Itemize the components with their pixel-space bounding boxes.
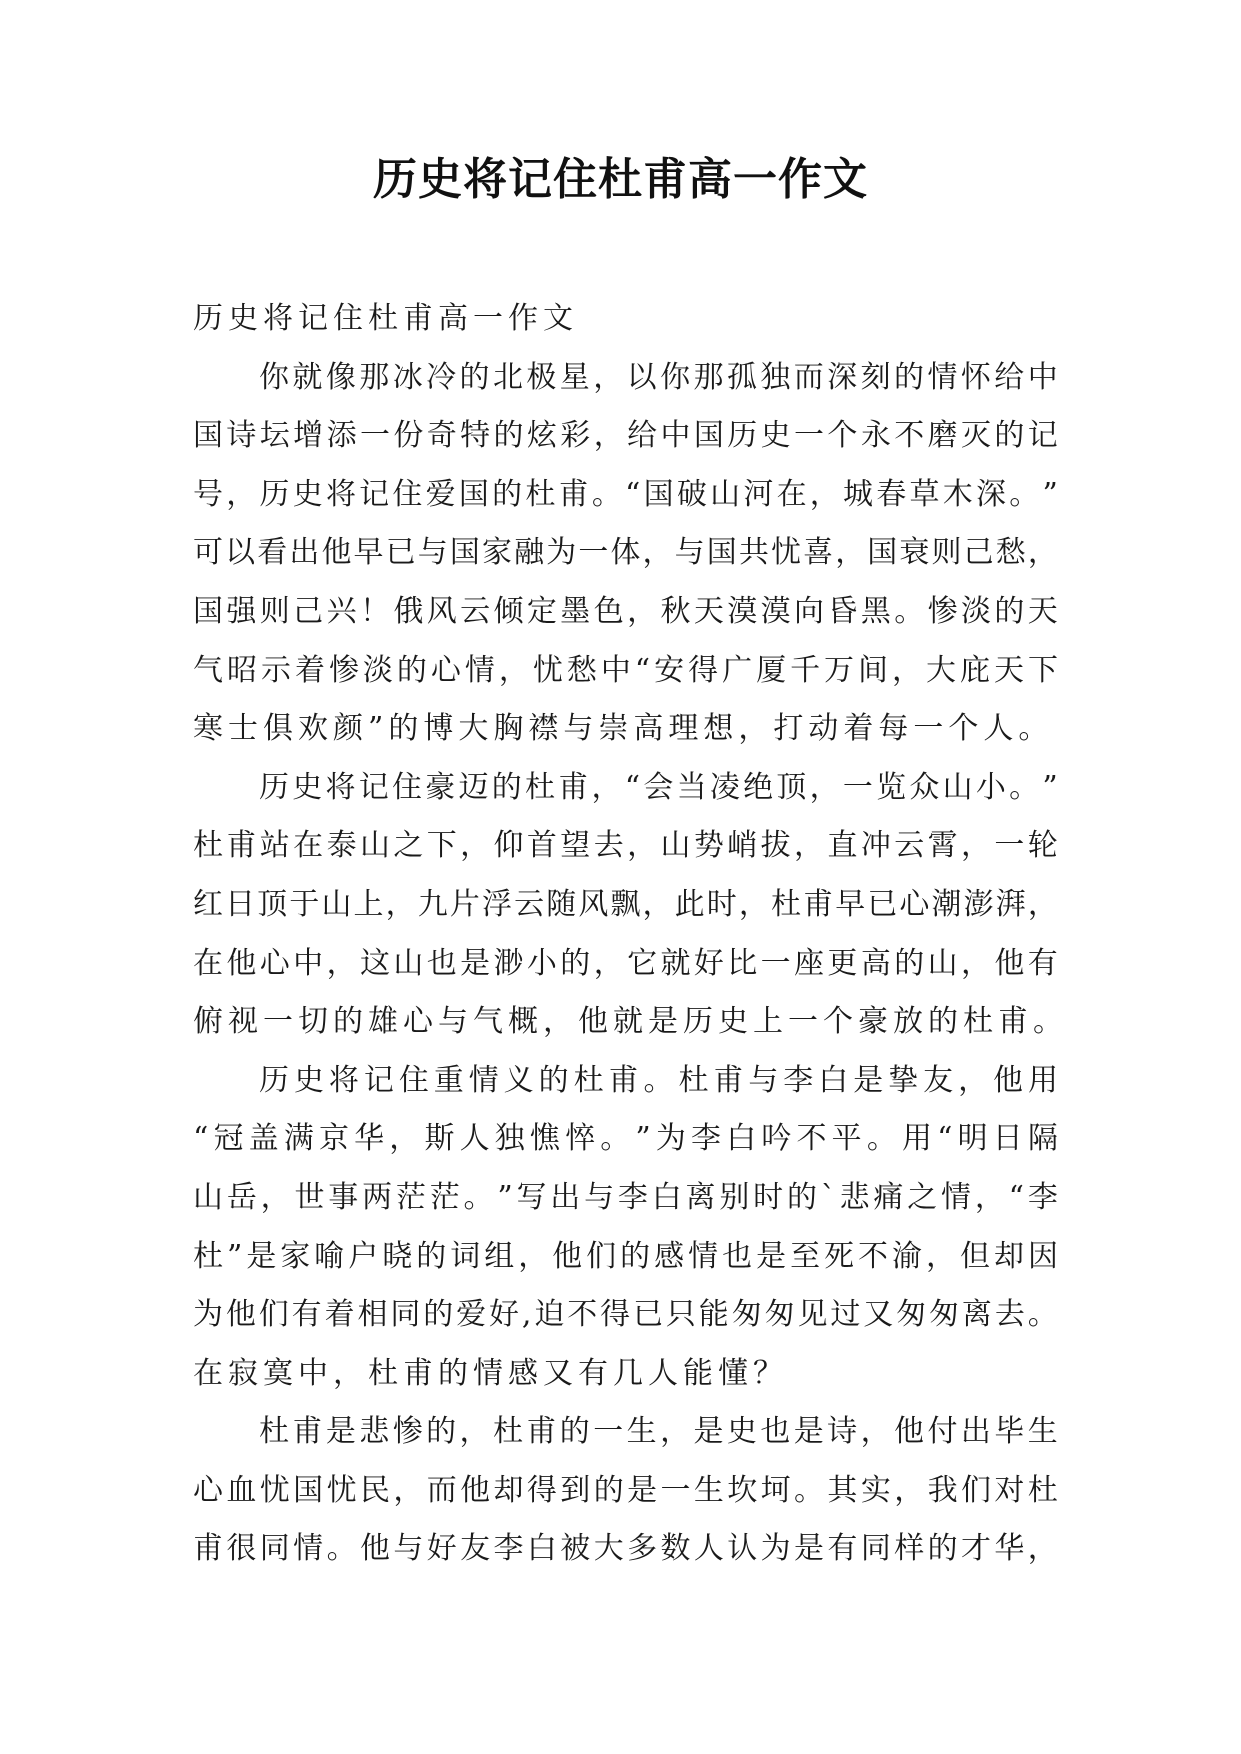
text-line: 在 他 心 中 ， 这 山 也 是 渺 小 的 ， 它 就 好 比 一 座 更 高 的 山 ， 他 有 bbox=[193, 945, 1058, 981]
text-line: 历史将记住杜甫高一作文 bbox=[193, 301, 578, 336]
document-title: 历史将记住杜甫高一作文 bbox=[373, 154, 868, 205]
text-line: 你 就 像 那 冰 冷 的 北 极 星 ， 以 你 那 孤 独 而 深 刻 的 情 怀 给 中 bbox=[259, 359, 1058, 395]
text-line: 杜 甫 是 悲 惨 的 ， 杜 甫 的 一 生 ， 是 史 也 是 诗 ， 他 付 出 毕 生 bbox=[259, 1414, 1058, 1450]
text-line: 杜 ” 是 家 喻 户 晓 的 词 组 ， 他 们 的 感 情 也 是 至 死 不 渝 ， 但 却 因 bbox=[193, 1238, 1058, 1274]
text-line: 国 强 则 己 兴 ！ 俄 风 云 倾 定 墨 色 ， 秋 天 漠 漠 向 昏 黑 。 惨 淡 的 天 bbox=[193, 593, 1058, 629]
text-line: 可 以 看 出 他 早 已 与 国 家 融 为 一 体 ， 与 国 共 忧 喜 ， 国 衰 则 己 愁 ， bbox=[193, 535, 1058, 571]
text-line: 国 诗 坛 增 添 一 份 奇 特 的 炫 彩 ， 给 中 国 历 史 一 个 永 不 磨 灭 的 记 bbox=[193, 418, 1058, 454]
text-line: 心 血 忧 国 忧 民 ， 而 他 却 得 到 的 是 一 生 坎 坷 。 其 实 ， 我 们 对 杜 bbox=[193, 1472, 1058, 1508]
text-line: “ 冠 盖 满 京 华 ， 斯 人 独 憔 悴 。 ” 为 李 白 吟 不 平 。 用 “ 明 日 隔 bbox=[193, 1121, 1058, 1157]
text-line: 气 昭 示 着 惨 淡 的 心 情 ， 忧 愁 中 “ 安 得 广 厦 千 万 间 ， 大 庇 天 下 bbox=[193, 652, 1058, 688]
text-line: 为 他 们 有 着 相 同 的 爱 好 , 迫 不 得 已 只 能 匆 匆 见 过 又 匆 匆 离 去 。 bbox=[193, 1297, 1058, 1333]
text-line: 寒士俱欢颜”的博大胸襟与崇高理想，打动着每一个人。 bbox=[193, 711, 1054, 747]
text-line: 历 史 将 记 住 重 情 义 的 杜 甫 。 杜 甫 与 李 白 是 挚 友 ， 他 用 bbox=[259, 1062, 1058, 1098]
text-line: 在寂寞中，杜甫的情感又有几人能懂？ bbox=[193, 1355, 788, 1391]
text-line: 红 日 顶 于 山 上 ， 九 片 浮 云 随 风 飘 ， 此 时 ， 杜 甫 早 已 心 潮 澎 湃 ， bbox=[193, 886, 1058, 922]
text-line: 山 岳 ， 世 事 两 茫 茫 。 ” 写 出 与 李 白 离 别 时 的 ` 悲 痛 之 情 ， “ 李 bbox=[193, 1179, 1058, 1215]
text-line: 甫 很 同 情 。 他 与 好 友 李 白 被 大 多 数 人 认 为 是 有 同 样 的 才 华 ， bbox=[193, 1531, 1058, 1567]
document-body bbox=[193, 290, 1068, 1579]
text-line: 杜 甫 站 在 泰 山 之 下 ， 仰 首 望 去 ， 山 势 峭 拔 ， 直 冲 云 霄 ， 一 轮 bbox=[193, 828, 1058, 864]
text-line: 历 史 将 记 住 豪 迈 的 杜 甫 ， “ 会 当 凌 绝 顶 ， 一 览 众 山 小 。 ” bbox=[259, 769, 1058, 805]
text-line: 俯视一切的雄心与气概，他就是历史上一个豪放的杜甫。 bbox=[193, 1004, 1068, 1040]
text-line: 号 ， 历 史 将 记 住 爱 国 的 杜 甫 。 “ 国 破 山 河 在 ， 城 春 草 木 深 。 ” bbox=[193, 476, 1058, 512]
